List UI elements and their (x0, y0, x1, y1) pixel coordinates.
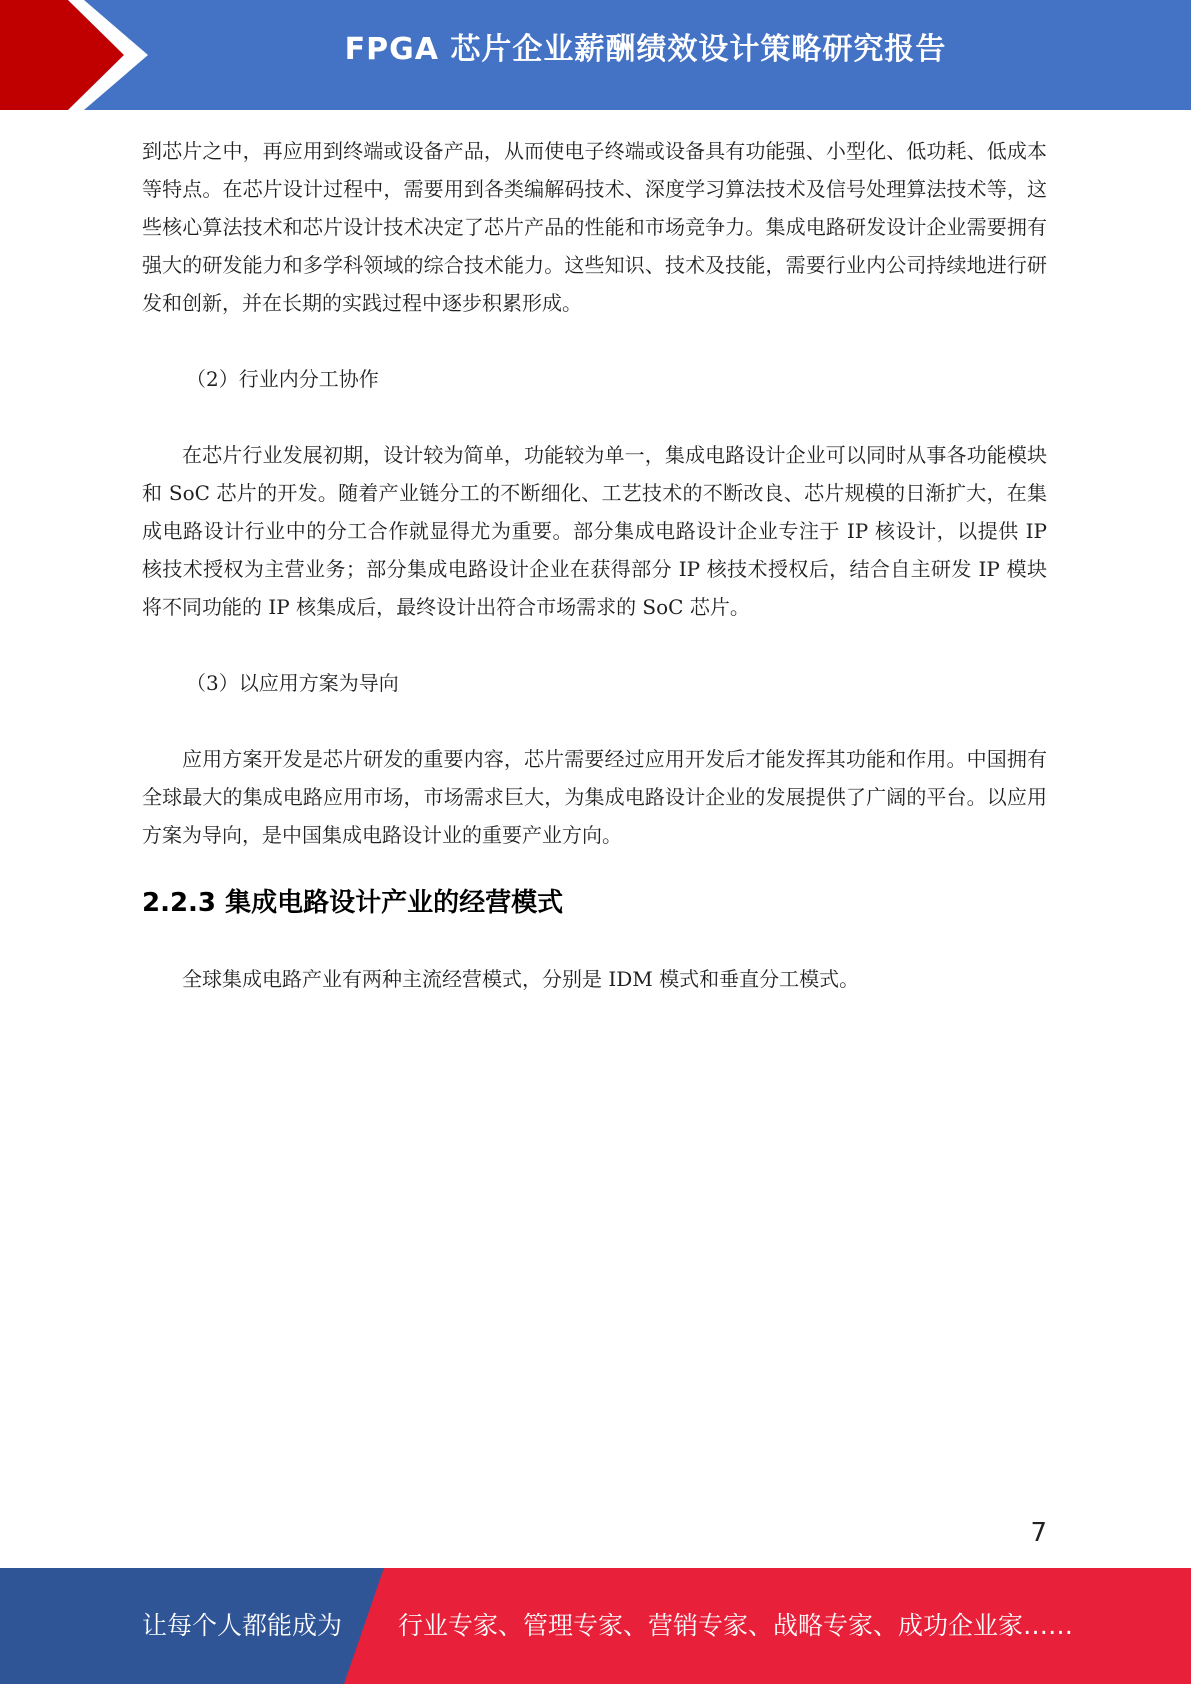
report-title: FPGA 芯片企业薪酬绩效设计策略研究报告 (344, 32, 947, 67)
page-number: 7 (1030, 1518, 1047, 1548)
footer-slogan-right: 行业专家、管理专家、营销专家、战略专家、成功企业家…… (398, 1611, 1074, 1640)
page-header (0, 0, 1191, 110)
paragraph-business-models: 全球集成电路产业有两种主流经营模式，分别是 IDM 模式和垂直分工模式。 (182, 967, 860, 991)
paragraph-application-oriented: 应用方案开发是芯片研发的重要内容，芯片需要经过应用开发后才能发挥其功能和作用。中国拥有全球最大的集成电路应用市场，市场需求巨大，为集成电路设计企业的发展提供了广阔的平台。以应用方案为导向，是中国集成电路设计业的重要产业方向。 (142, 747, 1047, 847)
paragraph-continuation: 到芯片之中，再应用到终端或设备产品，从而使电子终端或设备具有功能强、小型化、低功耗、低成本等特点。在芯片设计过程中，需要用到各类编解码技术、深度学习算法技术及信号处理算法技术等，这些核心算法技术和芯片设计技术决定了芯片产品的性能和市场竞争力。集成电路研发设计企业需要拥有强大的研发能力和多学科领域的综合技术能力。这些知识、技术及技能，需要行业内公司持续地进行研发和创新，并在长期的实践过程中逐步积累形成。 (142, 139, 1047, 315)
section-heading: 2.2.3 集成电路设计产业的经营模式 (142, 888, 564, 918)
paragraph-division-of-labor: 在芯片行业发展初期，设计较为简单，功能较为单一，集成电路设计企业可以同时从事各功能模块和 SoC 芯片的开发。随着产业链分工的不断细化、工艺技术的不断改良、芯片规模的日渐扩大，在集成电路设计行业中的分工合作就显得尤为重要。部分集成电路设计企业专注于 IP 核设计，以提供 IP 核技术授权为主营业务；部分集成电路设计企业在获得部分 IP 核技术授权后，结合自主研发 IP 模块将不同功能的 IP 核集成后，最终设计出符合市场需求的 SoC 芯片。 (142, 443, 1047, 619)
subheading-division-of-labor: （2）行业内分工协作 (186, 367, 379, 391)
page-footer (0, 1568, 1191, 1684)
subheading-application-oriented: （3）以应用方案为导向 (186, 671, 399, 695)
footer-slogan-left: 让每个人都能成为 (142, 1611, 343, 1640)
document-body (142, 132, 1047, 998)
header-chevron-decoration (0, 0, 160, 110)
